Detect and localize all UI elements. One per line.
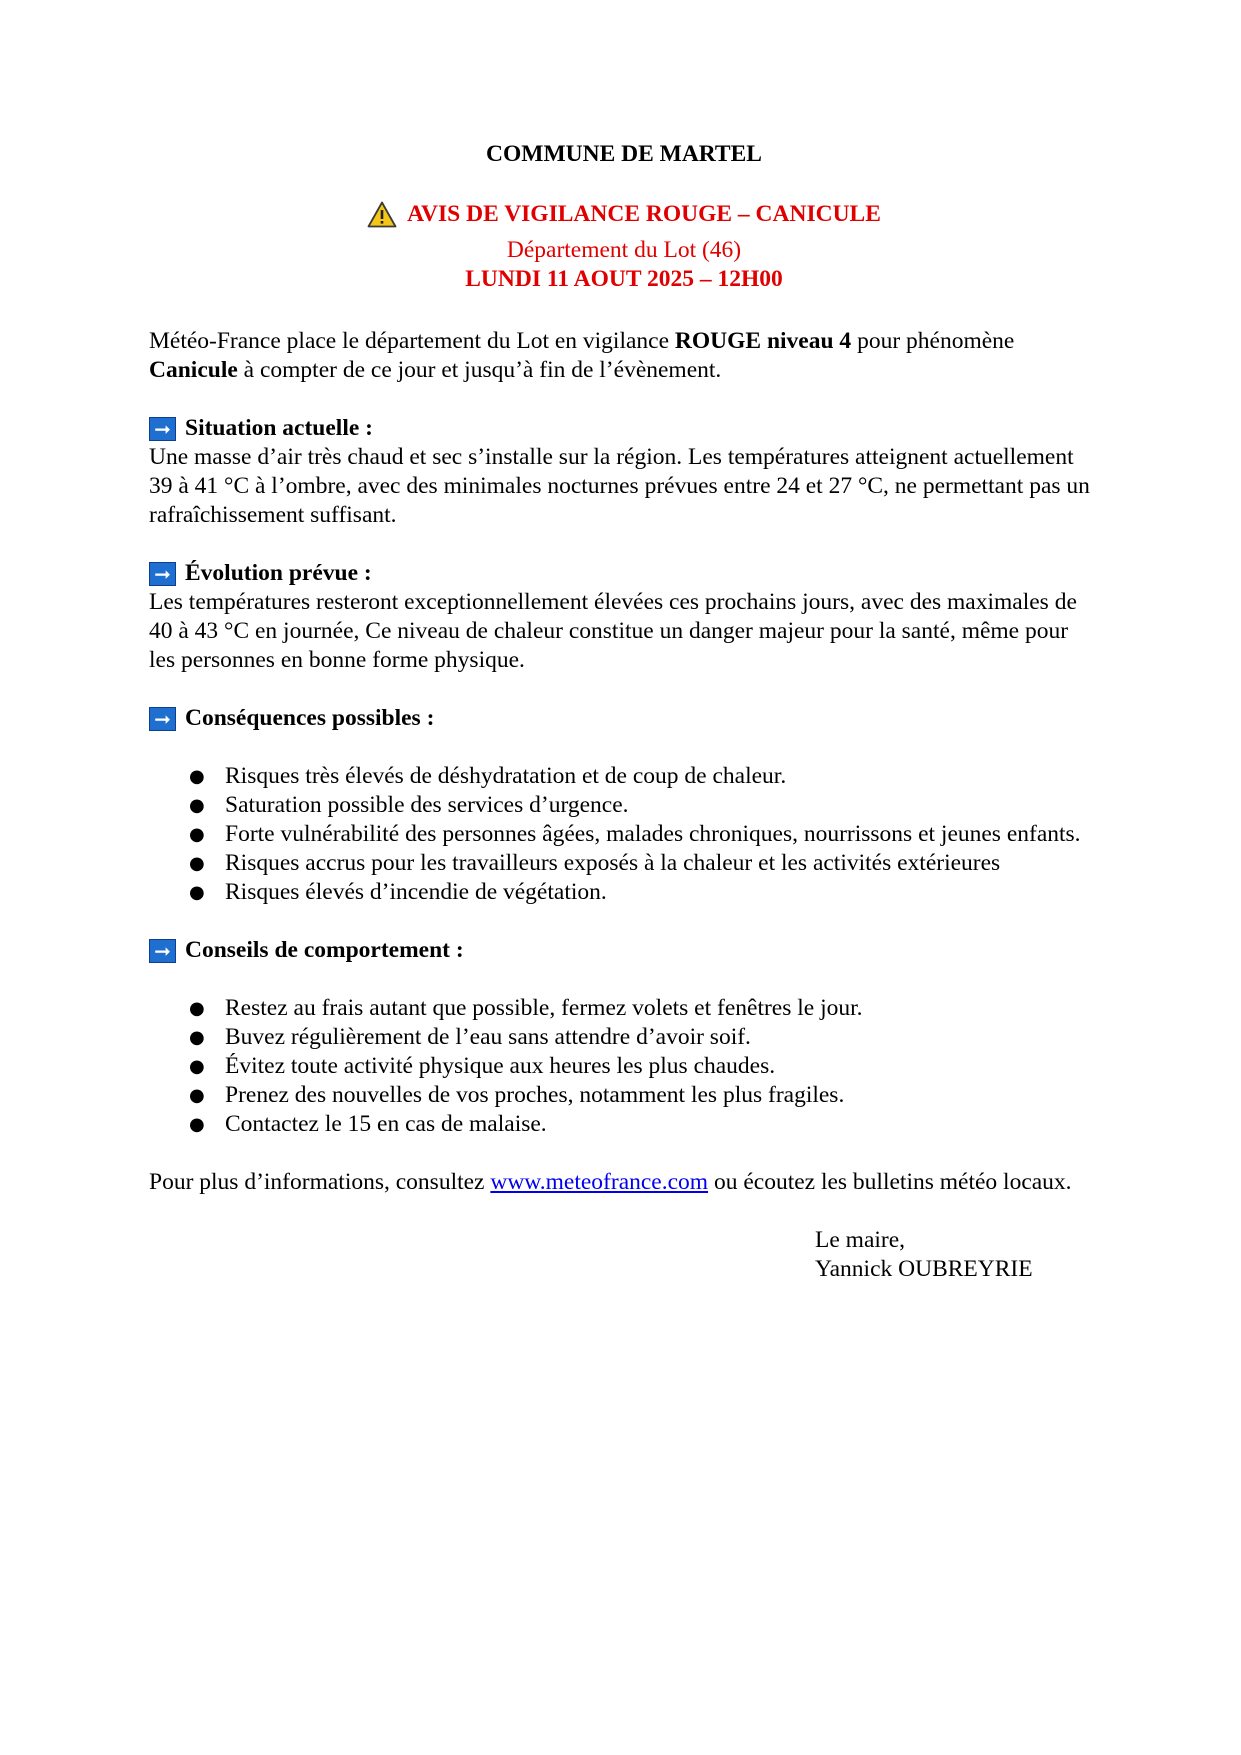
list-item bbox=[149, 1081, 1099, 1110]
section-heading bbox=[149, 704, 1099, 733]
intro-text-1: Météo-France place le département du Lot en vigilance bbox=[149, 328, 675, 354]
closing-text-2: ou écoutez les bulletins météo locaux. bbox=[708, 1169, 1072, 1195]
meteofrance-link[interactable]: www.meteofrance.com bbox=[490, 1169, 709, 1195]
section-situation bbox=[149, 414, 1099, 530]
list-item bbox=[149, 791, 1099, 820]
list-item-text: Risques très élevés de déshydratation et de coup de chaleur. bbox=[225, 763, 787, 789]
alert-title: AVIS DE VIGILANCE ROUGE – CANICULE bbox=[407, 201, 881, 227]
bullet-dot: ● bbox=[189, 882, 205, 903]
alert-date: LUNDI 11 AOUT 2025 – 12H00 bbox=[465, 266, 783, 292]
list-item bbox=[149, 1023, 1099, 1052]
bullet-dot: ● bbox=[189, 1056, 205, 1077]
list-item bbox=[149, 762, 1099, 791]
signature-title: Le maire, bbox=[815, 1227, 906, 1253]
document-page bbox=[149, 140, 1099, 1284]
warning-triangle-icon bbox=[367, 201, 397, 228]
closing-paragraph bbox=[149, 1168, 1099, 1197]
right-arrow-icon: ➞ bbox=[149, 417, 176, 441]
list-item-text: Contactez le 15 en cas de malaise. bbox=[225, 1111, 547, 1137]
section-heading bbox=[149, 414, 1099, 443]
bullet-dot: ● bbox=[189, 824, 205, 845]
department-line: Département du Lot (46) bbox=[506, 237, 742, 263]
right-arrow-icon: ➞ bbox=[149, 707, 176, 731]
list-item-text: Risques élevés d’incendie de végétation. bbox=[225, 879, 607, 905]
closing-text-1: Pour plus d’informations, consultez bbox=[149, 1169, 491, 1195]
intro-text-2: pour phénomène bbox=[851, 328, 1015, 354]
list-item-text: Saturation possible des services d’urgence. bbox=[225, 792, 629, 818]
section-heading bbox=[149, 559, 1099, 588]
list-item bbox=[149, 820, 1099, 849]
list-item bbox=[149, 994, 1099, 1023]
signature-name: Yannick OUBREYRIE bbox=[815, 1256, 1033, 1282]
list-item bbox=[149, 849, 1099, 878]
section-title-consequences: Conséquences possibles : bbox=[185, 705, 435, 731]
list-item-text: Forte vulnérabilité des personnes âgées, malades chroniques, nourrissons et jeunes enfants. bbox=[225, 821, 1081, 847]
situation-text: Une masse d’air très chaud et sec s’installe sur la région. Les températures atteignent actuellement 39 à 41 °C à l’ombre, avec des minimales nocturnes prévues entre 24 et 27 °C, ne permettant pas un rafraîchissement suffisant. bbox=[149, 444, 1090, 528]
right-arrow-icon: ➞ bbox=[149, 562, 176, 586]
alert-title-line bbox=[367, 200, 881, 229]
list-item bbox=[149, 1110, 1099, 1139]
right-arrow-icon: ➞ bbox=[149, 939, 176, 963]
list-item bbox=[149, 1052, 1099, 1081]
evolution-text: Les températures resteront exceptionnellement élevées ces prochains jours, avec des maximales de 40 à 43 °C en journée, Ce niveau de chaleur constitue un danger majeur pour la santé, même pour les personnes en bonne forme physique. bbox=[149, 589, 1077, 673]
section-consequences bbox=[149, 704, 1099, 907]
section-evolution bbox=[149, 559, 1099, 675]
bullet-dot: ● bbox=[189, 853, 205, 874]
section-title-situation: Situation actuelle : bbox=[185, 415, 373, 441]
section-title-evolution: Évolution prévue : bbox=[185, 560, 372, 586]
list-item-text: Risques accrus pour les travailleurs exposés à la chaleur et les activités extérieures bbox=[225, 850, 1001, 876]
list-item bbox=[149, 878, 1099, 907]
bullet-dot: ● bbox=[189, 998, 205, 1019]
intro-text-3: à compter de ce jour et jusqu’à fin de l’évènement. bbox=[237, 357, 722, 383]
consequences-list bbox=[149, 762, 1099, 907]
list-item-text: Restez au frais autant que possible, fermez volets et fenêtres le jour. bbox=[225, 995, 863, 1021]
bullet-dot: ● bbox=[189, 795, 205, 816]
bullet-dot: ● bbox=[189, 1114, 205, 1135]
bullet-dot: ● bbox=[189, 1027, 205, 1048]
bullet-dot: ● bbox=[189, 1085, 205, 1106]
list-item-text: Évitez toute activité physique aux heures les plus chaudes. bbox=[225, 1053, 776, 1079]
list-item-text: Prenez des nouvelles de vos proches, notamment les plus fragiles. bbox=[225, 1082, 845, 1108]
commune-title: COMMUNE DE MARTEL bbox=[486, 141, 762, 167]
section-title-conseils: Conseils de comportement : bbox=[185, 937, 464, 963]
section-conseils bbox=[149, 936, 1099, 1139]
bullet-dot: ● bbox=[189, 766, 205, 787]
alert-header bbox=[149, 200, 1099, 294]
intro-bold-phenomenon: Canicule bbox=[149, 357, 238, 383]
intro-paragraph bbox=[149, 327, 1099, 385]
intro-bold-level: ROUGE niveau 4 bbox=[674, 328, 852, 354]
section-heading bbox=[149, 936, 1099, 965]
signature-block bbox=[815, 1226, 1099, 1284]
conseils-list bbox=[149, 994, 1099, 1139]
list-item-text: Buvez régulièrement de l’eau sans attendre d’avoir soif. bbox=[225, 1024, 751, 1050]
